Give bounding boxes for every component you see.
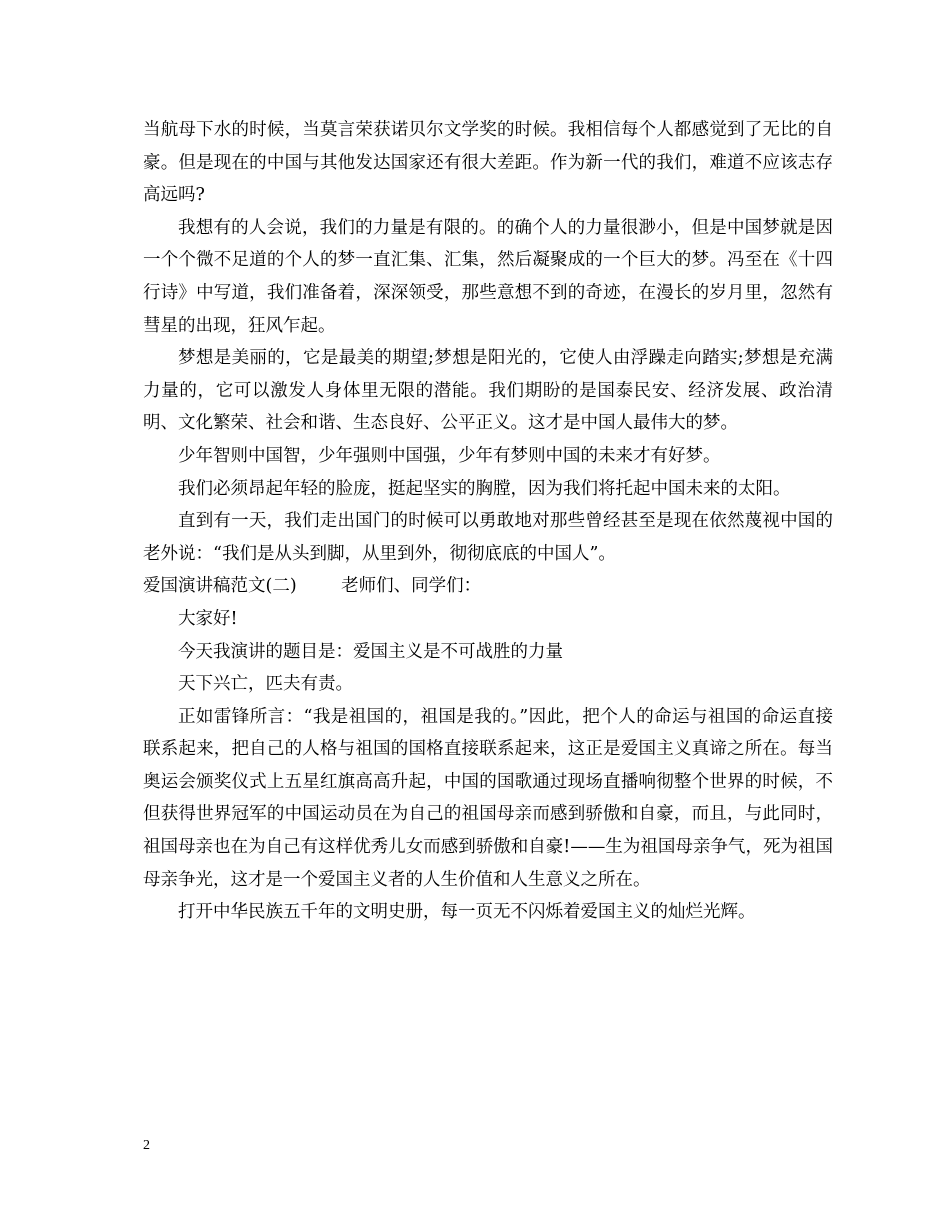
page-number: 2 [143,1138,150,1153]
paragraph-1: 当航母下水的时候，当莫言荣获诺贝尔文学奖的时候。我相信每个人都感觉到了无比的自豪。但是现在的中国与其他发达国家还有很大差距。作为新一代的我们，难道不应该志存高远吗? [143,120,833,206]
paragraph-5: 我们必须昂起年轻的脸庞，挺起坚实的胸膛，因为我们将托起中国未来的太阳。 [178,478,791,499]
paragraph-proverb: 天下兴亡，匹夫有责。 [178,674,353,695]
paragraph-3: 梦想是美丽的，它是最美的期望;梦想是阳光的，它使人由浮躁走向踏实;梦想是充满力量的，它可以激发人身体里无限的潜能。我们期盼的是国泰民安、经济发展、政治清明、文化繁荣、社会和谐、生态良好、公平正义。这才是中国人最伟大的梦。 [143,348,833,434]
section-title: 爱国演讲稿范文(二) [143,576,297,597]
section-heading-row [143,570,833,603]
paragraph-11: 正如雷锋所言：“我是祖国的，祖国是我的。”因此，把个人的命运与祖国的命运直接联系起来，把自己的人格与祖国的国格直接联系起来，这正是爱国主义真谛之所在。每当奥运会颁奖仪式上五星红旗高高升起，中国的国歌通过现场直播响彻整个世界的时候，不但获得世界冠军的中国运动员在为自己的祖国母亲而感到骄傲和自豪，而且，与此同时，祖国母亲也在为自己有这样优秀儿女而感到骄傲和自豪!——生为祖国母亲争气，死为祖国母亲争光，这才是一个爱国主义者的人生价值和人生意义之所在。 [143,706,833,890]
document-body [143,114,833,929]
salutation: 老师们、同学们： [341,576,482,597]
paragraph-topic: 今天我演讲的题目是：爱国主义是不可战胜的力量 [178,641,563,662]
paragraph-4: 少年智则中国智，少年强则中国强，少年有梦则中国的未来才有好梦。 [178,445,721,466]
paragraph-2: 我想有的人会说，我们的力量是有限的。的确个人的力量很渺小，但是中国梦就是因一个个微不足道的个人的梦一直汇集、汇集，然后凝聚成的一个巨大的梦。冯至在《十四行诗》中写道，我们准备着，深深领受，那些意想不到的奇迹，在漫长的岁月里，忽然有彗星的出现，狂风乍起。 [143,217,833,336]
paragraph-6: 直到有一天，我们走出国门的时候可以勇敢地对那些曾经甚至是现在依然蔑视中国的老外说：“我们是从头到脚，从里到外，彻彻底底的中国人”。 [143,511,833,564]
paragraph-greeting: 大家好! [178,608,238,629]
paragraph-12: 打开中华民族五千年的文明史册，每一页无不闪烁着爱国主义的灿烂光辉。 [178,902,756,923]
